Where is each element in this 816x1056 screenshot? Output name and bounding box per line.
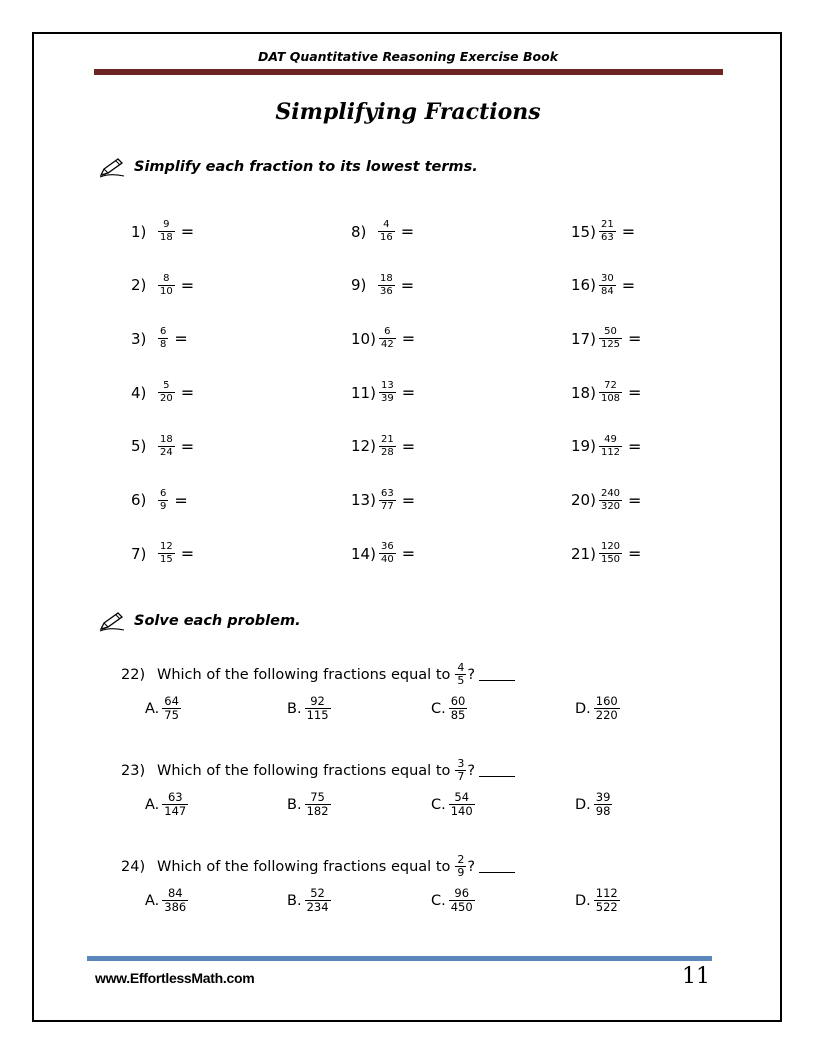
equals-sign: = xyxy=(180,222,195,241)
numerator: 8 xyxy=(163,272,170,284)
answer-blank[interactable] xyxy=(479,668,515,681)
answer-option[interactable] xyxy=(145,695,184,722)
option-fraction xyxy=(162,791,188,818)
numerator: 39 xyxy=(595,790,611,804)
answer-option[interactable] xyxy=(287,887,334,914)
answer-option[interactable] xyxy=(431,695,470,722)
equals-sign: = xyxy=(400,275,415,295)
option-fraction xyxy=(305,887,331,914)
pencil-icon xyxy=(98,156,128,178)
exercise-number: 21) xyxy=(571,544,596,563)
numerator: 160 xyxy=(595,694,618,708)
numerator: 9 xyxy=(163,219,170,230)
denominator: 147 xyxy=(164,804,187,818)
instruction-text: Simplify each fraction to its lowest terms. xyxy=(134,159,478,175)
instruction-text: Solve each problem. xyxy=(134,613,301,629)
option-label: B. xyxy=(287,700,302,717)
denominator: 18 xyxy=(160,232,173,243)
question xyxy=(121,758,515,783)
exercise-item xyxy=(571,541,641,566)
question xyxy=(121,662,515,687)
exercise-item xyxy=(571,488,641,513)
fraction xyxy=(158,541,175,566)
denominator: 386 xyxy=(164,900,187,914)
fraction xyxy=(158,488,168,513)
option-label: C. xyxy=(431,796,446,813)
option-fraction xyxy=(305,695,331,722)
exercise-item xyxy=(351,219,414,244)
numerator: 12 xyxy=(160,541,173,553)
exercise-number: 16) xyxy=(571,276,596,295)
equals-sign: = xyxy=(401,544,416,564)
question-text: Which of the following fractions equal to xyxy=(157,762,451,779)
fraction xyxy=(379,380,396,405)
numerator: 54 xyxy=(454,790,470,804)
exercise-item xyxy=(351,380,415,405)
question-mark: ? xyxy=(467,762,476,779)
option-fraction xyxy=(594,695,620,722)
numerator: 72 xyxy=(604,380,617,392)
exercise-number: 5) xyxy=(131,437,147,456)
equals-sign: = xyxy=(628,544,642,564)
equals-sign: = xyxy=(628,490,642,510)
answer-option[interactable] xyxy=(575,695,623,722)
exercise-item xyxy=(131,326,188,351)
question-text: Which of the following fractions equal to xyxy=(157,666,451,683)
denominator: 42 xyxy=(380,339,394,351)
answer-option[interactable] xyxy=(575,791,615,818)
page-title: Simplifying Fractions xyxy=(275,99,541,125)
numerator: 6 xyxy=(384,326,391,338)
numerator: 63 xyxy=(167,790,183,804)
numerator: 240 xyxy=(600,487,621,499)
fraction xyxy=(599,488,622,513)
option-label: B. xyxy=(287,892,302,909)
denominator: 63 xyxy=(600,232,614,243)
exercise-item xyxy=(131,273,194,298)
denominator: 85 xyxy=(450,708,466,722)
denominator: 5 xyxy=(457,674,465,687)
fraction xyxy=(599,326,622,351)
exercise-item xyxy=(351,434,415,459)
option-label: A. xyxy=(145,700,160,717)
option-fraction xyxy=(449,887,475,914)
option-fraction xyxy=(449,695,468,722)
numerator: 21 xyxy=(600,219,614,230)
equals-sign: = xyxy=(400,222,415,241)
option-fraction xyxy=(305,791,331,818)
equals-sign: = xyxy=(401,490,416,510)
question-text: Which of the following fractions equal to xyxy=(157,858,451,875)
numerator: 92 xyxy=(310,694,325,708)
exercise-item xyxy=(571,219,635,244)
answer-blank[interactable] xyxy=(479,860,515,873)
exercise-item xyxy=(131,434,194,459)
denominator: 24 xyxy=(160,446,173,458)
equals-sign: = xyxy=(628,329,642,349)
option-fraction xyxy=(162,887,188,914)
numerator: 3 xyxy=(457,757,465,770)
option-label: D. xyxy=(575,892,591,909)
numerator: 63 xyxy=(380,487,394,499)
fraction xyxy=(158,380,175,405)
denominator: 115 xyxy=(306,708,329,722)
denominator: 10 xyxy=(160,285,173,297)
numerator: 2 xyxy=(457,853,465,866)
denominator: 320 xyxy=(600,500,621,512)
numerator: 96 xyxy=(454,886,470,900)
exercise-item xyxy=(351,273,414,298)
equals-sign: = xyxy=(180,383,195,403)
equals-sign: = xyxy=(628,436,642,456)
denominator: 112 xyxy=(600,446,621,458)
exercise-number: 15) xyxy=(571,222,596,241)
exercise-number: 6) xyxy=(131,491,147,509)
exercise-item xyxy=(571,380,641,405)
exercise-number: 1) xyxy=(131,222,147,241)
denominator: 220 xyxy=(595,708,618,722)
exercise-item xyxy=(131,380,194,405)
exercise-number: 4) xyxy=(131,383,147,402)
header-rule xyxy=(94,69,723,75)
fraction xyxy=(378,273,395,298)
denominator: 98 xyxy=(595,804,611,818)
equals-sign: = xyxy=(174,329,188,349)
footer-rule xyxy=(87,956,712,961)
numerator: 18 xyxy=(380,272,393,284)
option-label: C. xyxy=(431,700,446,717)
book-title: DAT Quantitative Reasoning Exercise Book xyxy=(257,49,559,64)
question-number: 22) xyxy=(121,666,146,683)
denominator: 182 xyxy=(306,804,329,818)
numerator: 13 xyxy=(380,380,394,392)
numerator: 60 xyxy=(450,694,466,708)
denominator: 15 xyxy=(160,554,173,566)
answer-option[interactable] xyxy=(431,887,478,914)
numerator: 49 xyxy=(604,433,617,445)
exercise-number: 20) xyxy=(571,491,596,509)
exercise-number: 9) xyxy=(351,276,367,295)
exercise-item xyxy=(351,488,415,513)
answer-option[interactable] xyxy=(575,887,623,914)
denominator: 8 xyxy=(160,339,167,351)
denominator: 108 xyxy=(600,393,621,405)
exercise-item xyxy=(571,434,641,459)
footer-site-link[interactable]: www.EffortlessMath.com xyxy=(95,970,255,986)
exercise-number: 14) xyxy=(351,544,376,563)
denominator: 39 xyxy=(380,393,394,405)
fraction xyxy=(379,434,396,459)
exercise-item xyxy=(131,219,194,244)
option-fraction xyxy=(162,695,181,722)
question xyxy=(121,854,515,879)
equals-sign: = xyxy=(180,275,195,295)
question-mark: ? xyxy=(467,666,476,683)
exercise-item xyxy=(571,273,635,298)
denominator: 36 xyxy=(380,285,393,297)
option-fraction xyxy=(594,791,613,818)
denominator: 125 xyxy=(600,339,621,351)
exercise-item xyxy=(351,326,415,351)
denominator: 150 xyxy=(600,554,621,566)
fraction xyxy=(379,541,396,566)
equals-sign: = xyxy=(174,490,188,510)
question-number: 24) xyxy=(121,858,146,875)
fraction xyxy=(599,380,622,405)
fraction xyxy=(599,434,622,459)
denominator: 450 xyxy=(450,900,473,914)
target-fraction xyxy=(455,854,466,879)
equals-sign: = xyxy=(621,222,636,241)
answer-option[interactable] xyxy=(145,791,191,818)
option-fraction xyxy=(594,887,620,914)
equals-sign: = xyxy=(401,329,416,349)
denominator: 16 xyxy=(380,232,393,243)
option-label: A. xyxy=(145,796,160,813)
option-fraction xyxy=(449,791,475,818)
numerator: 4 xyxy=(457,661,465,674)
numerator: 75 xyxy=(310,790,325,804)
numerator: 120 xyxy=(600,541,621,553)
denominator: 20 xyxy=(160,393,173,405)
denominator: 28 xyxy=(380,446,394,458)
exercise-number: 3) xyxy=(131,329,147,348)
fraction xyxy=(158,273,175,298)
fraction xyxy=(599,541,622,566)
denominator: 140 xyxy=(450,804,473,818)
instruction-simplify xyxy=(98,156,478,178)
answer-blank[interactable] xyxy=(479,764,515,777)
fraction xyxy=(158,219,175,244)
denominator: 40 xyxy=(380,554,394,566)
numerator: 112 xyxy=(595,886,618,900)
instruction-solve xyxy=(98,610,301,632)
answer-option[interactable] xyxy=(431,791,478,818)
exercise-number: 17) xyxy=(571,329,596,348)
exercise-number: 10) xyxy=(351,329,376,348)
exercise-number: 19) xyxy=(571,437,596,456)
fraction xyxy=(379,326,396,351)
exercise-item xyxy=(571,326,641,351)
denominator: 7 xyxy=(457,770,465,783)
page-number: 11 xyxy=(682,964,710,989)
option-label: D. xyxy=(575,796,591,813)
denominator: 75 xyxy=(164,708,179,722)
answer-option[interactable] xyxy=(287,695,334,722)
exercise-number: 13) xyxy=(351,491,376,509)
denominator: 234 xyxy=(306,900,329,914)
fraction xyxy=(599,219,616,244)
question-mark: ? xyxy=(467,858,476,875)
numerator: 30 xyxy=(600,272,614,284)
option-label: C. xyxy=(431,892,446,909)
exercise-item xyxy=(131,488,188,513)
equals-sign: = xyxy=(621,275,636,295)
exercise-number: 11) xyxy=(351,383,376,402)
answer-option[interactable] xyxy=(145,887,191,914)
denominator: 9 xyxy=(160,500,167,512)
exercise-item xyxy=(131,541,194,566)
pencil-icon xyxy=(98,610,128,632)
numerator: 36 xyxy=(380,541,394,553)
fraction xyxy=(599,273,616,298)
option-label: B. xyxy=(287,796,302,813)
answer-option[interactable] xyxy=(287,791,334,818)
fraction xyxy=(158,434,175,459)
fraction xyxy=(158,326,168,351)
numerator: 52 xyxy=(310,886,325,900)
equals-sign: = xyxy=(180,436,195,456)
numerator: 6 xyxy=(160,487,167,499)
numerator: 21 xyxy=(380,433,394,445)
exercise-item xyxy=(351,541,415,566)
exercise-number: 8) xyxy=(351,222,367,241)
target-fraction xyxy=(455,758,466,783)
exercise-number: 2) xyxy=(131,276,147,295)
fraction xyxy=(378,219,395,244)
option-label: A. xyxy=(145,892,160,909)
equals-sign: = xyxy=(628,383,642,403)
denominator: 9 xyxy=(457,866,465,879)
denominator: 77 xyxy=(380,500,394,512)
equals-sign: = xyxy=(401,383,416,403)
numerator: 18 xyxy=(160,433,173,445)
question-number: 23) xyxy=(121,762,146,779)
numerator: 6 xyxy=(160,326,167,338)
target-fraction xyxy=(455,662,466,687)
numerator: 5 xyxy=(163,380,170,392)
option-label: D. xyxy=(575,700,591,717)
equals-sign: = xyxy=(180,544,195,564)
numerator: 50 xyxy=(604,326,617,338)
denominator: 522 xyxy=(595,900,618,914)
numerator: 4 xyxy=(383,219,390,230)
numerator: 84 xyxy=(167,886,183,900)
exercise-number: 7) xyxy=(131,544,147,563)
denominator: 84 xyxy=(600,285,614,297)
equals-sign: = xyxy=(401,436,416,456)
exercise-number: 18) xyxy=(571,383,596,402)
exercise-number: 12) xyxy=(351,437,376,456)
fraction xyxy=(379,488,396,513)
numerator: 64 xyxy=(164,694,179,708)
